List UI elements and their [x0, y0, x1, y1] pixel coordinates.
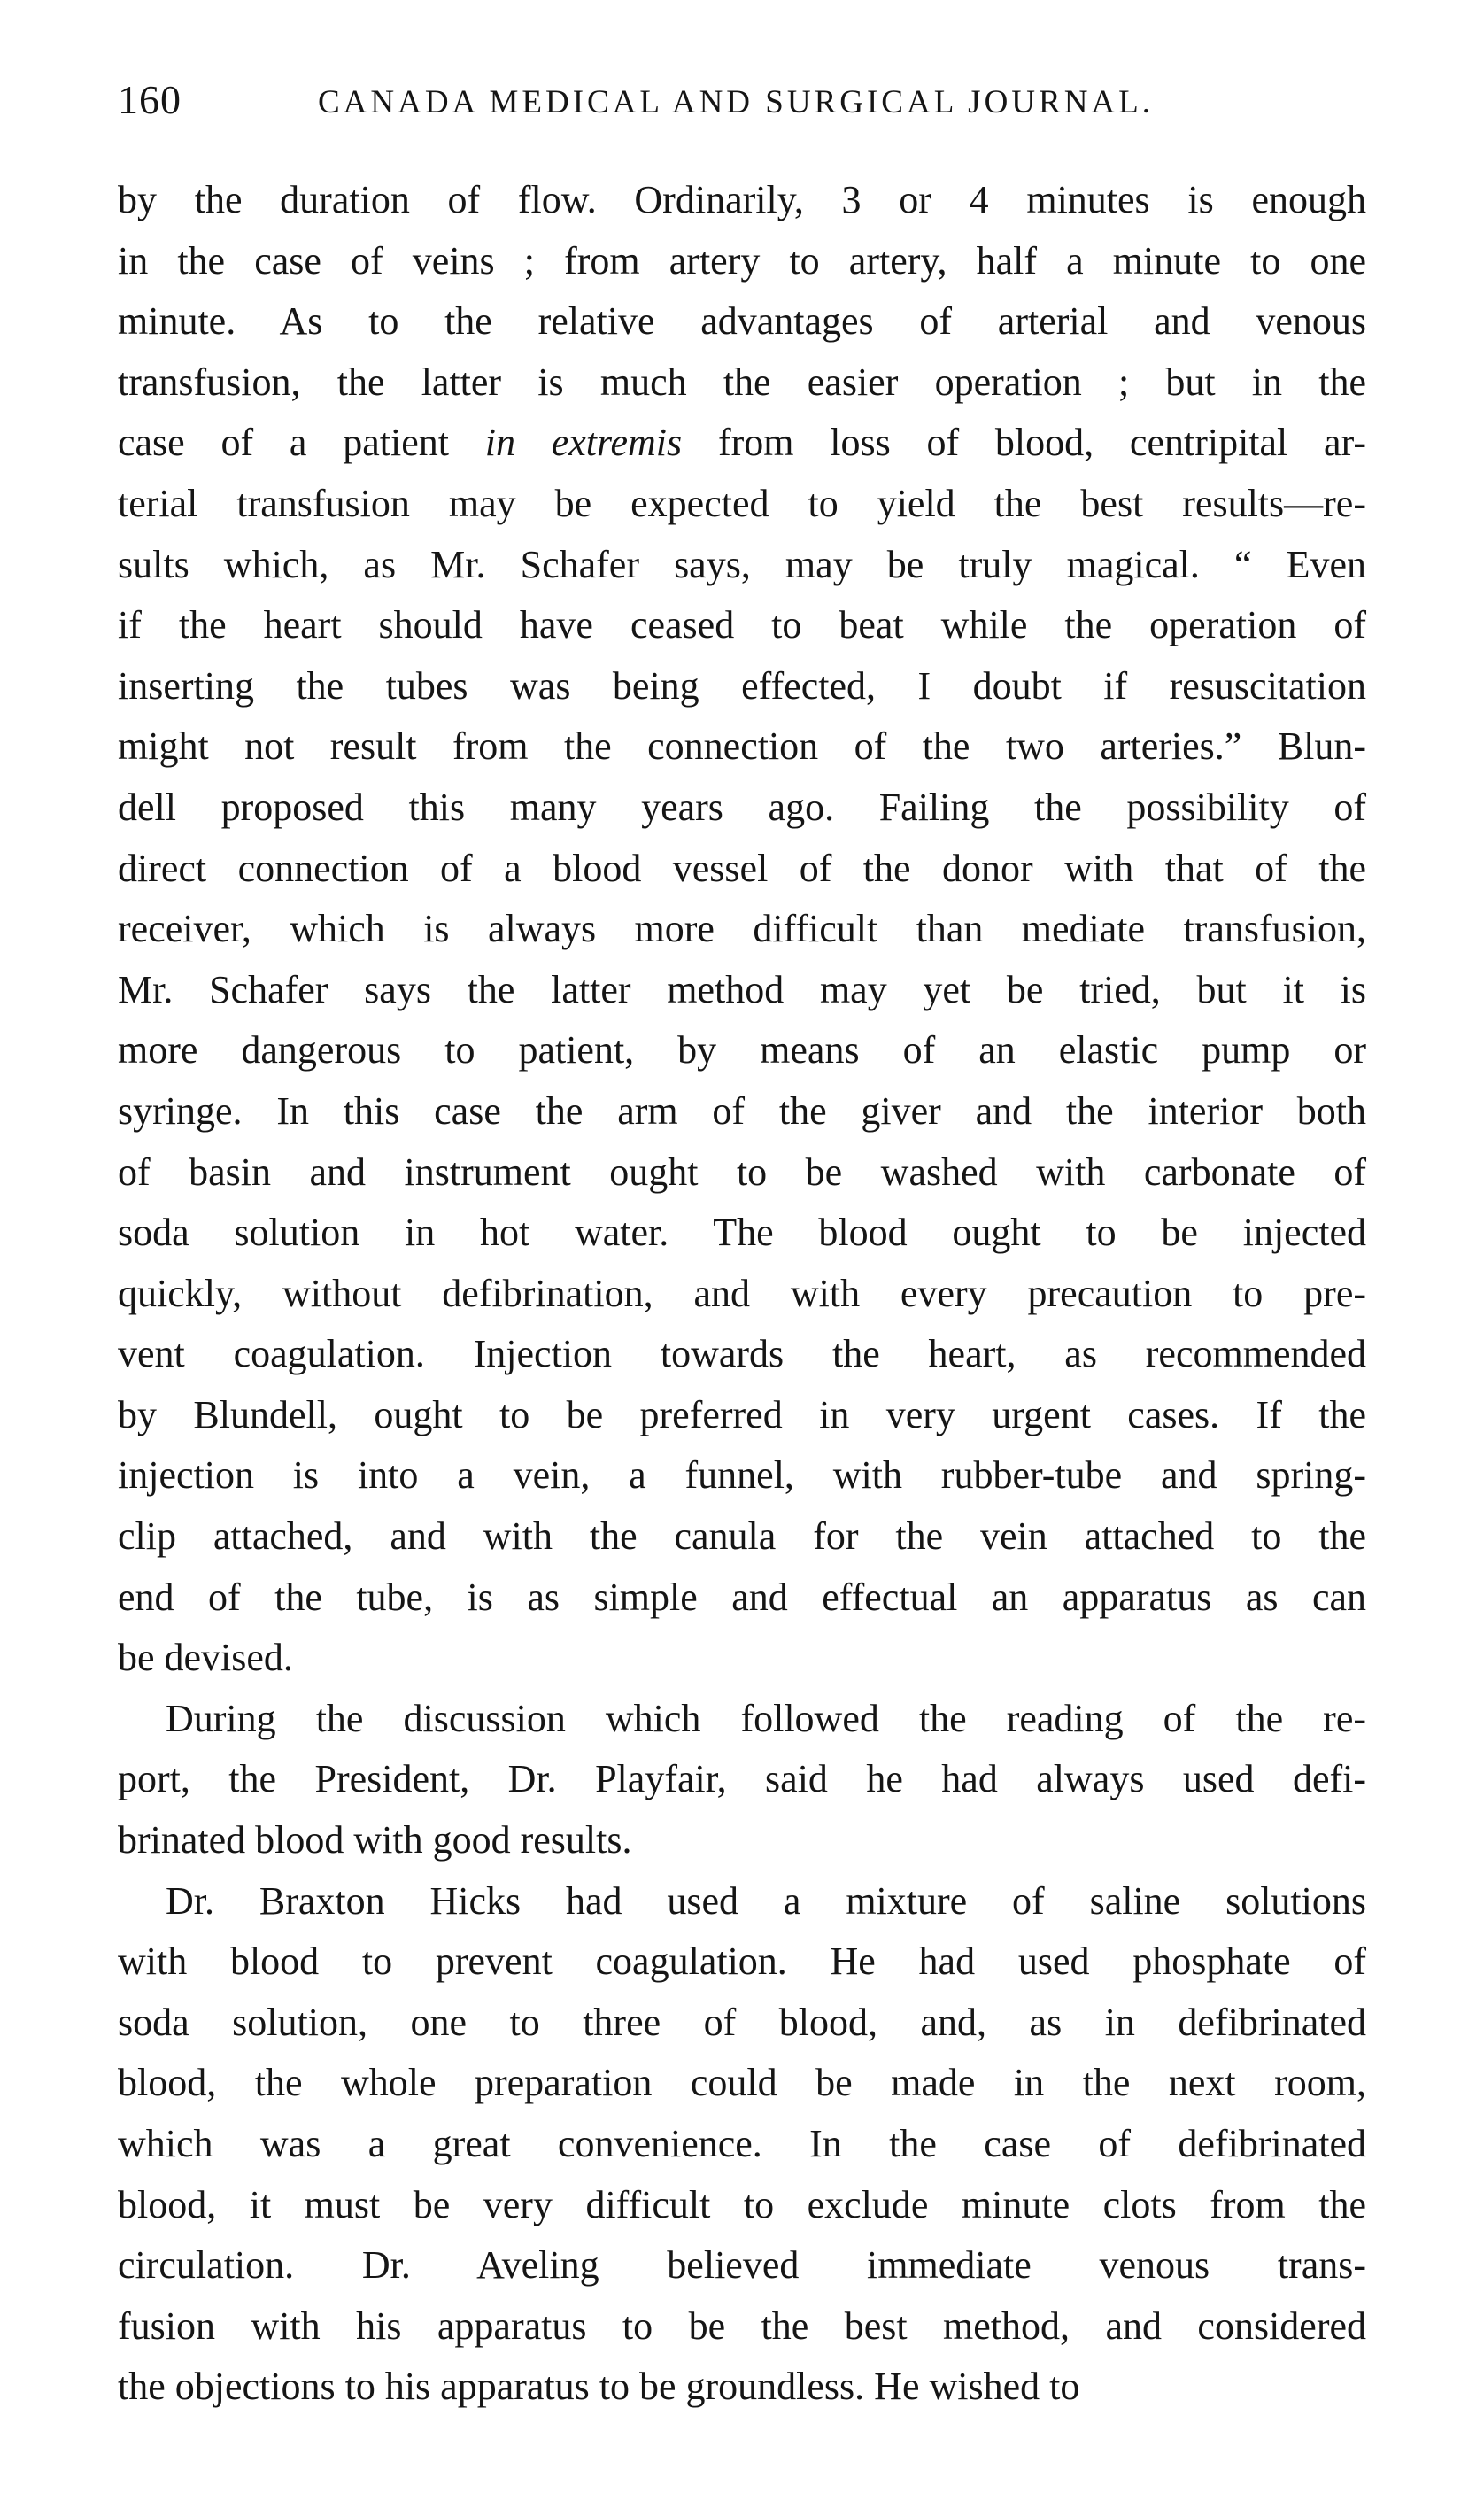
page-number: 160: [118, 77, 182, 122]
text-line: by the duration of flow. Ordinarily, 3 or 4 minutes is enough: [118, 178, 1366, 221]
text-line: minute. As to the relative advantages of arterial and venous: [118, 299, 1366, 344]
text-line: soda solution, one to three of blood, and, as in defibrinated: [118, 2000, 1366, 2044]
text-line: receiver, which is always more difficult than mediate transfusion,: [118, 907, 1366, 951]
text-line: sults which, as Mr. Schafer says, may be truly magical. “ Even: [118, 542, 1366, 586]
text-line: with blood to prevent coagulation. He had used phosphate of: [118, 1939, 1366, 1984]
text-line: clip attached, and with the canula for the vein attached to the: [118, 1514, 1366, 1559]
paragraph: [118, 1871, 1366, 2418]
text-line: quickly, without defibrination, and with every precaution to pre-: [118, 1271, 1366, 1315]
text-line: fusion with his apparatus to be the best method, and considered: [118, 2303, 1366, 2348]
text-line: injection is into a vein, a funnel, with rubber-tube and spring-: [118, 1453, 1366, 1498]
text-line: brinated blood with good results.: [118, 1818, 632, 1862]
running-head: [118, 76, 1366, 147]
text-line: inserting the tubes was being effected, I doubt if resuscitation: [118, 663, 1366, 708]
text-line: vent coagulation. Injection towards the heart, as recommended: [118, 1332, 1366, 1376]
text-line: blood, the whole preparation could be made in the next room,: [118, 2061, 1366, 2105]
paragraph: [118, 1689, 1366, 1871]
text-line: circulation. Dr. Aveling believed immediate venous trans-: [118, 2243, 1366, 2288]
page: [118, 76, 1367, 2409]
text-line: Dr. Braxton Hicks had used a mixture of saline solutions: [166, 1878, 1366, 1923]
text-line: blood, it must be very difficult to exclude minute clots from the: [118, 2182, 1366, 2226]
text-line: terial transfusion may be expected to yield the best results—re-: [118, 481, 1366, 525]
text-line: by Blundell, ought to be preferred in very urgent cases. If the: [118, 1392, 1366, 1436]
text-line: Mr. Schafer says the latter method may yet be tried, but it is: [118, 967, 1366, 1011]
text-line: syringe. In this case the arm of the giver and the interior both: [118, 1088, 1366, 1133]
text-segment: from loss of blood, centripital ar-: [682, 421, 1367, 465]
paragraph: [118, 170, 1366, 1689]
journal-title: CANADA MEDICAL AND SURGICAL JOURNAL.: [318, 84, 1154, 120]
text-line: port, the President, Dr. Playfair, said he had always used defi-: [118, 1757, 1366, 1801]
text-line: more dangerous to patient, by means of an elastic pump or: [118, 1028, 1366, 1072]
italic-phrase: in extremis: [484, 421, 683, 465]
text-line: which was a great convenience. In the case of defibrinated: [118, 2122, 1366, 2165]
text-line: be devised.: [118, 1636, 293, 1680]
text-line: soda solution in hot water. The blood ought to be injected: [118, 1211, 1366, 1255]
text-line: in the case of veins ; from artery to artery, half a minute to one: [118, 238, 1366, 283]
text-line: [118, 413, 1366, 474]
text-line: might not result from the connection of the two arteries.” Blun-: [118, 724, 1366, 769]
text-line: if the heart should have ceased to beat while the operation of: [118, 603, 1366, 647]
text-line: of basin and instrument ought to be washed with carbonate of: [118, 1150, 1366, 1194]
text-line: transfusion, the latter is much the easier operation ; but in the: [118, 360, 1366, 404]
text-line: During the discussion which followed the reading of the re-: [166, 1696, 1366, 1740]
body-text: [118, 170, 1366, 2418]
text-line: dell proposed this many years ago. Failing the possibility of: [118, 785, 1366, 829]
text-line: the objections to his apparatus to be groundless. He wished to: [118, 2365, 1080, 2409]
text-segment: case of a patient: [118, 421, 485, 465]
text-line: direct connection of a blood vessel of the donor with that of the: [118, 846, 1366, 890]
text-line: end of the tube, is as simple and effectual an apparatus as can: [118, 1575, 1366, 1619]
